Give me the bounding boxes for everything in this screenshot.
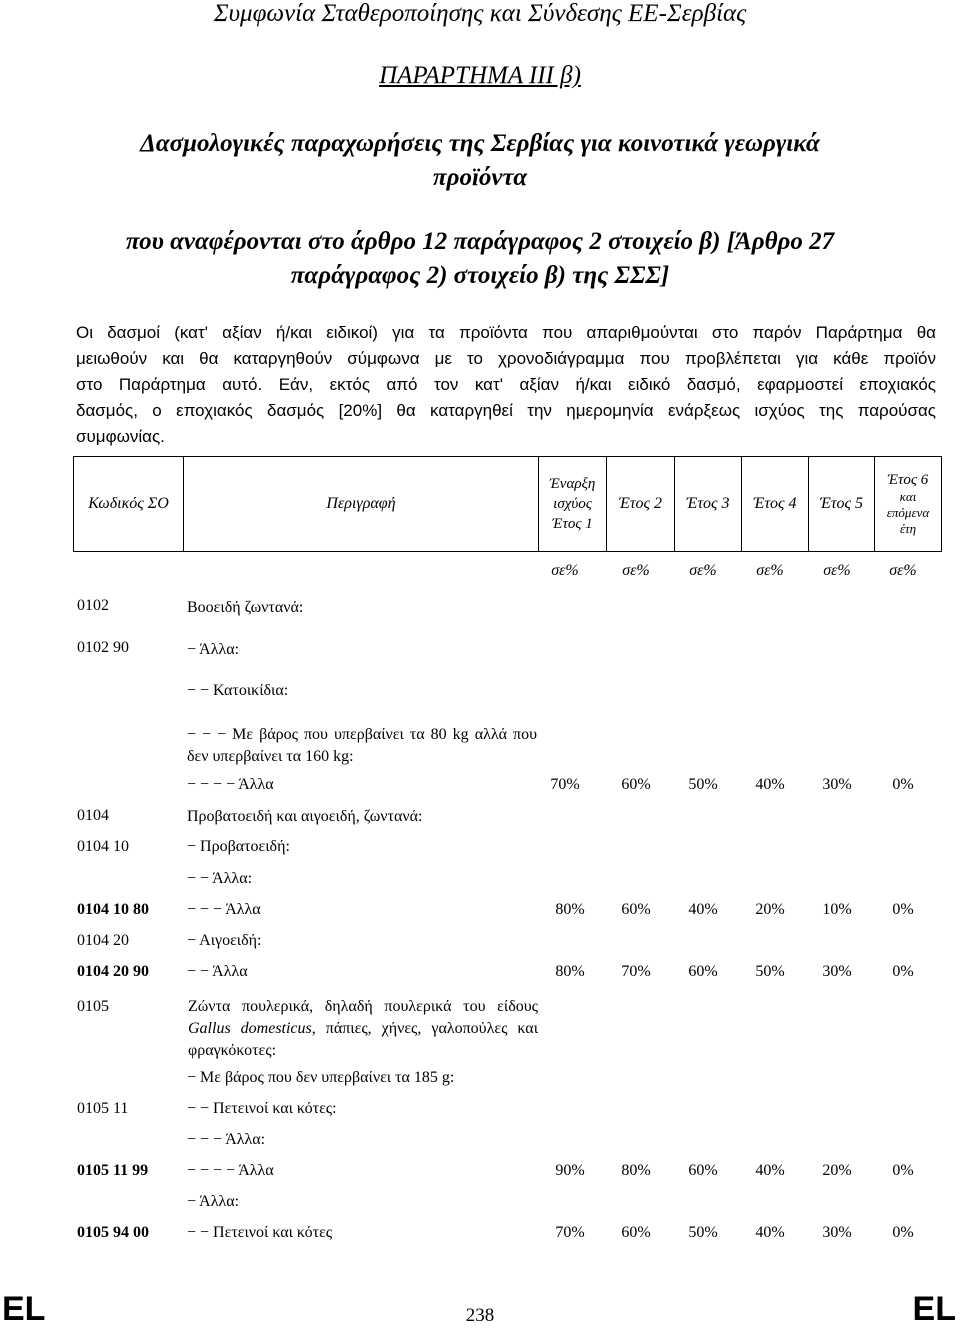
tariff-description: − Προβατοειδή: [187,838,290,855]
page-number: 238 [465,1305,495,1326]
tariff-code: 0104 10 80 [77,901,149,918]
rate-year-4: 40% [755,776,785,793]
rate-year-5: 30% [822,776,852,793]
rate-year-6: 0% [892,901,914,918]
header-year-6-line: και [899,488,917,504]
unit-label: σε% [889,562,917,579]
annex-title: ΠΑΡΑΡΤΗΜΑ ΙΙΙ β) [379,62,581,89]
tariff-description: − − Άλλα: [187,870,253,887]
tariff-code: 0104 20 90 [77,963,149,980]
tariff-code: 0105 [77,998,109,1015]
tariff-description: − − − − Άλλα [187,1162,274,1179]
rate-year-5: 10% [822,901,852,918]
rate-year-3: 40% [688,901,718,918]
header-code: Κωδικός ΣΟ [74,457,184,552]
title-line-3: που αναφέρονται στο άρθρο 12 παράγραφος 2 στοιχείο β) [Άρθρο 27 [125,228,835,255]
tariff-description: − − − Άλλα [187,901,261,918]
tariff-code: 0104 20 [77,932,129,949]
tariff-code: 0105 11 [77,1100,129,1117]
tariff-description: − − Κατοικίδια: [187,682,289,699]
unit-label: σε% [823,562,851,579]
header-year-2: Έτος 2 [607,457,675,552]
unit-label: σε% [689,562,717,579]
unit-label: σε% [756,562,784,579]
header-year-6 [875,457,942,552]
language-mark-right: EL [912,1290,956,1328]
rate-year-2: 80% [621,1162,651,1179]
header-year-5: Έτος 5 [809,457,875,552]
intro-line: μειωθούν και θα καταργηθούν σύμφωνα με το χρονοδιάγραμμα που προβλέπεται για κάθε προϊόν [76,349,936,368]
header-year-6-line: Έτος 6 [887,471,929,488]
tariff-description: − − − Με βάρος που υπερβαίνει τα 80 kg αλλά που δεν υπερβαίνει τα 160 kg: [187,726,537,765]
header-year-3: Έτος 3 [675,457,742,552]
title-line-1: Δασμολογικές παραχωρήσεις της Σερβίας για κοινοτικά γεωργικά [140,130,820,157]
tariff-description-part: , πάπιες, χήνες, γαλοπούλες και φραγκόκοτες: [188,1020,538,1059]
rate-year-1: 80% [555,901,585,918]
rate-year-1: 70% [550,776,580,793]
tariff-code: 0102 [77,597,109,614]
rate-year-3: 60% [688,1162,718,1179]
rate-year-3: 50% [688,1224,718,1241]
unit-label: σε% [622,562,650,579]
tariff-description: − − Άλλα [187,963,248,980]
rate-year-2: 60% [621,776,651,793]
header-description: Περιγραφή [184,457,539,552]
tariff-description: − − Πετεινοί και κότες: [187,1100,337,1117]
rate-year-3: 60% [688,963,718,980]
header-year-1: Έναρξη ισχύος Έτος 1 [539,457,607,552]
tariff-code: 0105 94 00 [77,1224,149,1241]
rate-year-1: 90% [555,1162,585,1179]
tariff-description: Προβατοειδή και αιγοειδή, ζωντανά: [187,808,423,825]
rate-year-4: 40% [755,1162,785,1179]
intro-paragraph [76,320,936,450]
unit-label: σε% [551,562,579,579]
rate-year-2: 70% [621,963,651,980]
title-line-2: προϊόντα [432,164,528,191]
species-name: Gallus domesticus [188,1020,312,1037]
rate-year-5: 30% [822,1224,852,1241]
rate-year-1: 80% [555,963,585,980]
tariff-description: − Άλλα: [187,1193,240,1210]
tariff-code: 0102 90 [77,639,129,656]
intro-line: συμφωνίας. [76,427,165,446]
header-year-6-line: έτη [899,520,917,536]
rate-year-5: 30% [822,963,852,980]
rate-year-6: 0% [892,1162,914,1179]
title-line-4: παράγραφος 2) στοιχείο β) της ΣΣΣ] [290,262,670,289]
tariff-description: − Αιγοειδή: [187,932,262,949]
tariff-description: Βοοειδή ζωντανά: [187,599,304,616]
table-header [73,456,942,552]
rate-year-4: 40% [755,1224,785,1241]
header-year-4: Έτος 4 [742,457,809,552]
tariff-description: − Άλλα: [187,641,240,658]
rate-year-4: 20% [755,901,785,918]
rate-year-2: 60% [621,1224,651,1241]
tariff-code: 0104 10 [77,838,129,855]
tariff-description: − − − − Άλλα [187,776,274,793]
tariff-code: 0104 [77,807,109,824]
rate-year-1: 70% [555,1224,585,1241]
rate-year-5: 20% [822,1162,852,1179]
intro-line: Οι δασμοί (κατ' αξίαν ή/και ειδικοί) για τα προϊόντα που απαριθμούνται στο παρόν Παράρτημα θα [76,323,936,342]
tariff-description: − − − Άλλα: [187,1131,266,1148]
tariff-code: 0105 11 99 [77,1162,149,1179]
tariff-description-part: Ζώντα πουλερικά, δηλαδή πουλερικά του είδους [188,998,538,1015]
rate-year-2: 60% [621,901,651,918]
tariff-description [188,996,538,1062]
rate-year-4: 50% [755,963,785,980]
rate-year-6: 0% [892,963,914,980]
rate-year-6: 0% [892,776,914,793]
language-mark-left: EL [2,1290,46,1328]
rate-year-3: 50% [688,776,718,793]
intro-line: δασμός, ο εποχιακός δασμός [20%] θα καταργηθεί την ημερομηνία ενάρξεως ισχύος της παρούσας [76,401,936,420]
document-header: Συμφωνία Σταθεροποίησης και Σύνδεσης ΕΕ-Σερβίας [213,0,747,27]
tariff-description: − Με βάρος που δεν υπερβαίνει τα 185 g: [187,1069,455,1086]
header-year-6-line: επόμενα [886,504,930,520]
intro-line: στο Παράρτημα αυτό. Εάν, εκτός από τον κατ' αξίαν ή/και ειδικό δασμό, εφαρμοστεί εποχιακός [76,375,936,394]
tariff-description: − − Πετεινοί και κότες [187,1224,333,1241]
rate-year-6: 0% [892,1224,914,1241]
